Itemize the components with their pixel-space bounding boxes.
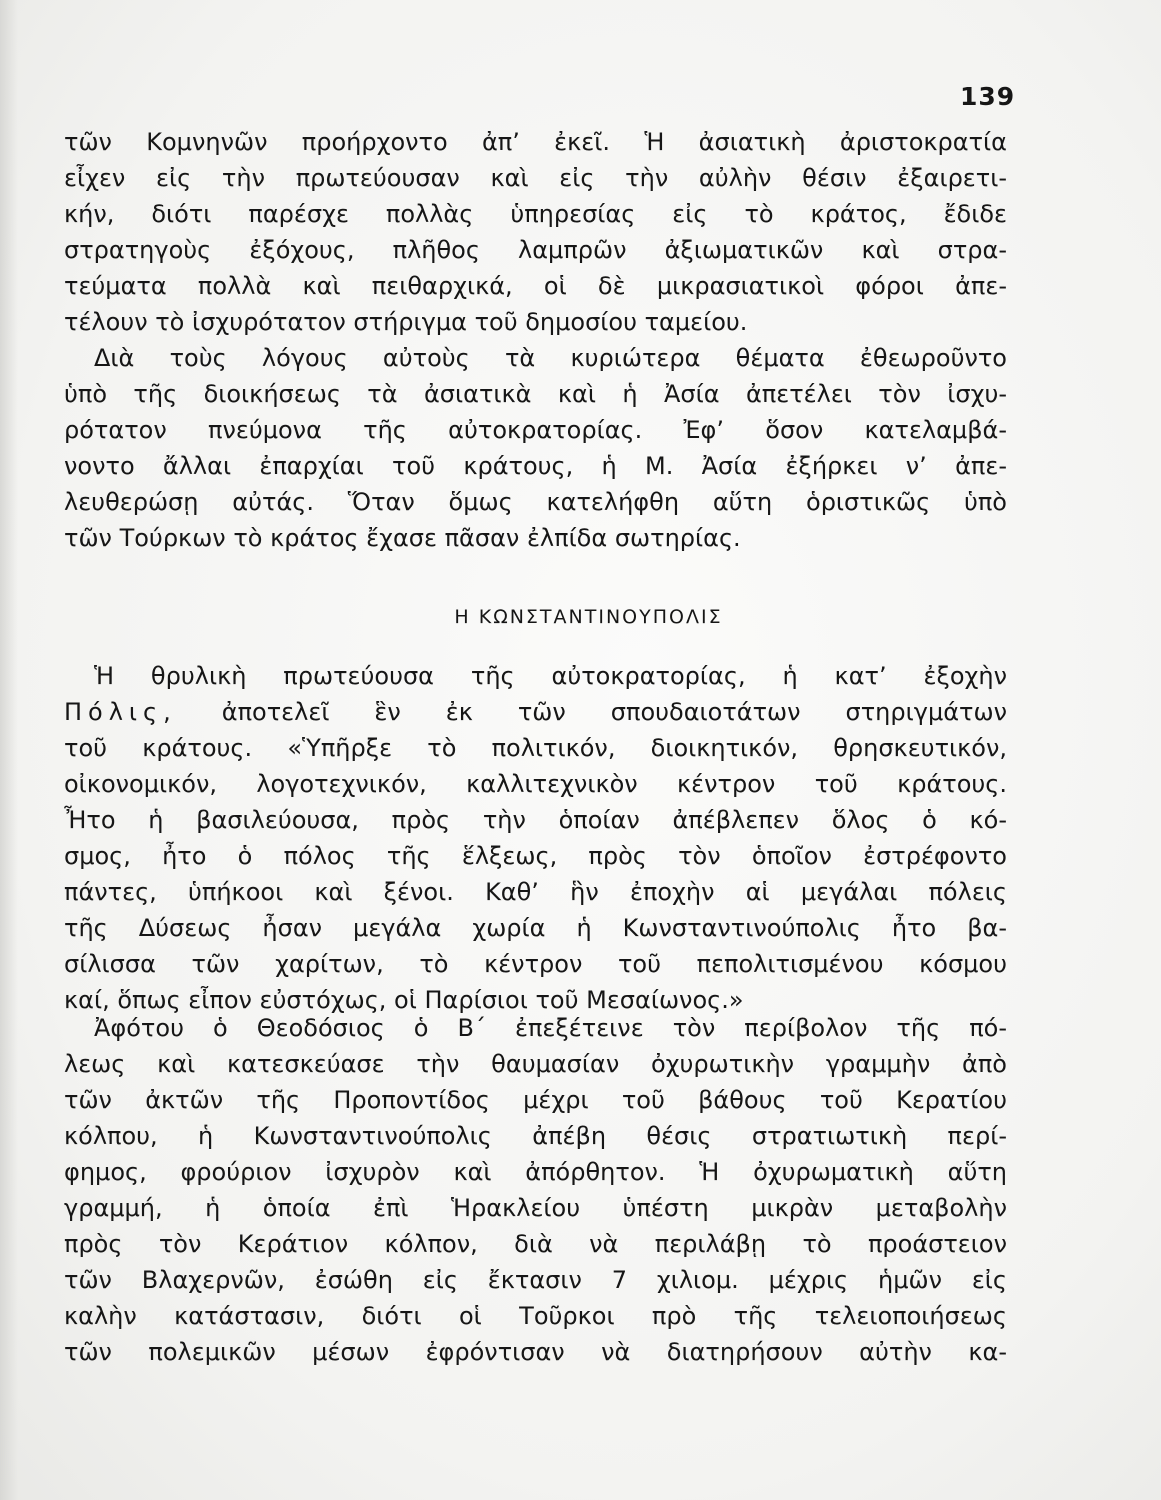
text-line: ὑπὸ τῆς διοικήσεως τὰ ἀσιατικὰ καὶ ἡ Ἀσία ἀπετέλει τὸν ἰσχυ-	[64, 380, 1007, 408]
text-line: σμος, ἦτο ὁ πόλος τῆς ἕλξεως, πρὸς τὸν ὁποῖον ἐστρέφοντο	[64, 842, 1007, 870]
text-line: τεύματα πολλὰ καὶ πειθαρχικά, οἱ δὲ μικρασιατικοὶ φόροι ἀπε-	[64, 272, 1007, 300]
text-line: κόλπου, ἡ Κωνσταντινούπολις ἀπέβη θέσις στρατιωτικὴ περί-	[64, 1122, 1007, 1150]
text-line: σίλισσα τῶν χαρίτων, τὸ κέντρον τοῦ πεπολιτισμένου κόσμου	[64, 950, 1007, 978]
text-line: τῶν Κομνηνῶν προήρχοντο ἀπ’ ἐκεῖ. Ἡ ἀσιατικὴ ἀριστοκρατία	[64, 128, 1007, 156]
paragraph-3	[64, 658, 1007, 1018]
text-line: Ἡ θρυλικὴ πρωτεύουσα τῆς αὐτοκρατορίας, ἡ κατ’ ἐξοχὴν	[94, 662, 1007, 690]
paragraph-4	[64, 1010, 1007, 1370]
text-line: τῶν ἀκτῶν τῆς Προποντίδος μέχρι τοῦ βάθους τοῦ Κερατίου	[64, 1086, 1007, 1114]
text-line: τῶν Βλαχερνῶν, ἐσώθη εἰς ἔκτασιν 7 χιλιομ. μέχρις ἡμῶν εἰς	[64, 1266, 1007, 1294]
text-line: κήν, διότι παρέσχε πολλὰς ὑπηρεσίας εἰς τὸ κράτος, ἔδιδε	[64, 200, 1007, 228]
text-line: πρὸς τὸν Κεράτιον κόλπον, διὰ νὰ περιλάβῃ τὸ προάστειον	[64, 1230, 1007, 1258]
text-line: τοῦ κράτους. «Ὑπῆρξε τὸ πολιτικόν, διοικητικόν, θρησκευτικόν,	[64, 734, 1007, 762]
text-line: γραμμή, ἡ ὁποία ἐπὶ Ἡρακλείου ὑπέστη μικρὰν μεταβολὴν	[64, 1194, 1007, 1222]
text-line: στρατηγοὺς ἐξόχους, πλῆθος λαμπρῶν ἀξιωματικῶν καὶ στρα-	[64, 236, 1007, 264]
text-line: λεως καὶ κατεσκεύασε τὴν θαυμασίαν ὀχυρωτικὴν γραμμὴν ἀπὸ	[64, 1050, 1007, 1078]
text-line-rest: ἀποτελεῖ ἓν ἐκ τῶν σπουδαιοτάτων στηριγμάτων	[221, 698, 1007, 726]
paragraph-2	[64, 340, 1007, 556]
text-line: εἶχεν εἰς τὴν πρωτεύουσαν καὶ εἰς τὴν αὐλὴν θέσιν ἐξαιρετι-	[64, 164, 1007, 192]
text-line: Ἀφότου ὁ Θεοδόσιος ὁ Β΄ ἐπεξέτεινε τὸν περίβολον τῆς πό-	[94, 1014, 1007, 1042]
text-line: πάντες, ὑπήκοοι καὶ ξένοι. Καθ’ ἣν ἐποχὴν αἱ μεγάλαι πόλεις	[64, 878, 1007, 906]
paragraph-1	[64, 124, 1007, 340]
text-line: καί, ὅπως εἶπον εὐστόχως, οἱ Παρίσιοι τοῦ Μεσαίωνος.»	[64, 986, 744, 1014]
binding-shadow	[0, 0, 18, 1500]
text-line: φημος, φρούριον ἰσχυρὸν καὶ ἀπόρθητον. Ἡ ὀχυρωματικὴ αὕτη	[64, 1158, 1007, 1186]
text-line: λευθερώσῃ αὐτάς. Ὅταν ὅμως κατελήφθη αὕτη ὁριστικῶς ὑπὸ	[64, 488, 1007, 516]
text-line: τῶν Τούρκων τὸ κράτος ἔχασε πᾶσαν ἐλπίδα σωτηρίας.	[64, 524, 741, 552]
text-line: καλὴν κατάστασιν, διότι οἱ Τοῦρκοι πρὸ τῆς τελειοποιήσεως	[64, 1302, 1007, 1330]
text-line: Διὰ τοὺς λόγους αὐτοὺς τὰ κυριώτερα θέματα ἐθεωροῦντο	[94, 344, 1007, 372]
text-line: τέλουν τὸ ἰσχυρότατον στήριγμα τοῦ δημοσίου ταμείου.	[64, 308, 748, 336]
text-line: οἰκονομικόν, λογοτεχνικόν, καλλιτεχνικὸν κέντρον τοῦ κράτους.	[64, 770, 1007, 798]
text-line: τῆς Δύσεως ἦσαν μεγάλα χωρία ἡ Κωνσταντινούπολις ἦτο βα-	[64, 914, 1007, 942]
text-line: ρότατον πνεύμονα τῆς αὐτοκρατορίας. Ἐφ’ ὅσον κατελαμβά-	[64, 416, 1007, 444]
page-number: 139	[960, 82, 1016, 111]
text-line: Ἦτο ἡ βασιλεύουσα, πρὸς τὴν ὁποίαν ἀπέβλεπεν ὅλος ὁ κό-	[64, 806, 1007, 834]
text-line	[64, 694, 1007, 730]
text-line: τῶν πολεμικῶν μέσων ἐφρόντισαν νὰ διατηρήσουν αὐτὴν κα-	[64, 1338, 1007, 1366]
emphasized-word: Πόλις,	[64, 698, 177, 726]
section-heading: Η ΚΩΝΣΤΑΝΤΙΝΟΥΠΟΛΙΣ	[454, 606, 723, 628]
text-line: νοντο ἄλλαι ἐπαρχίαι τοῦ κράτους, ἡ Μ. Ἀσία ἐξήρκει ν’ ἀπε-	[64, 452, 1007, 480]
